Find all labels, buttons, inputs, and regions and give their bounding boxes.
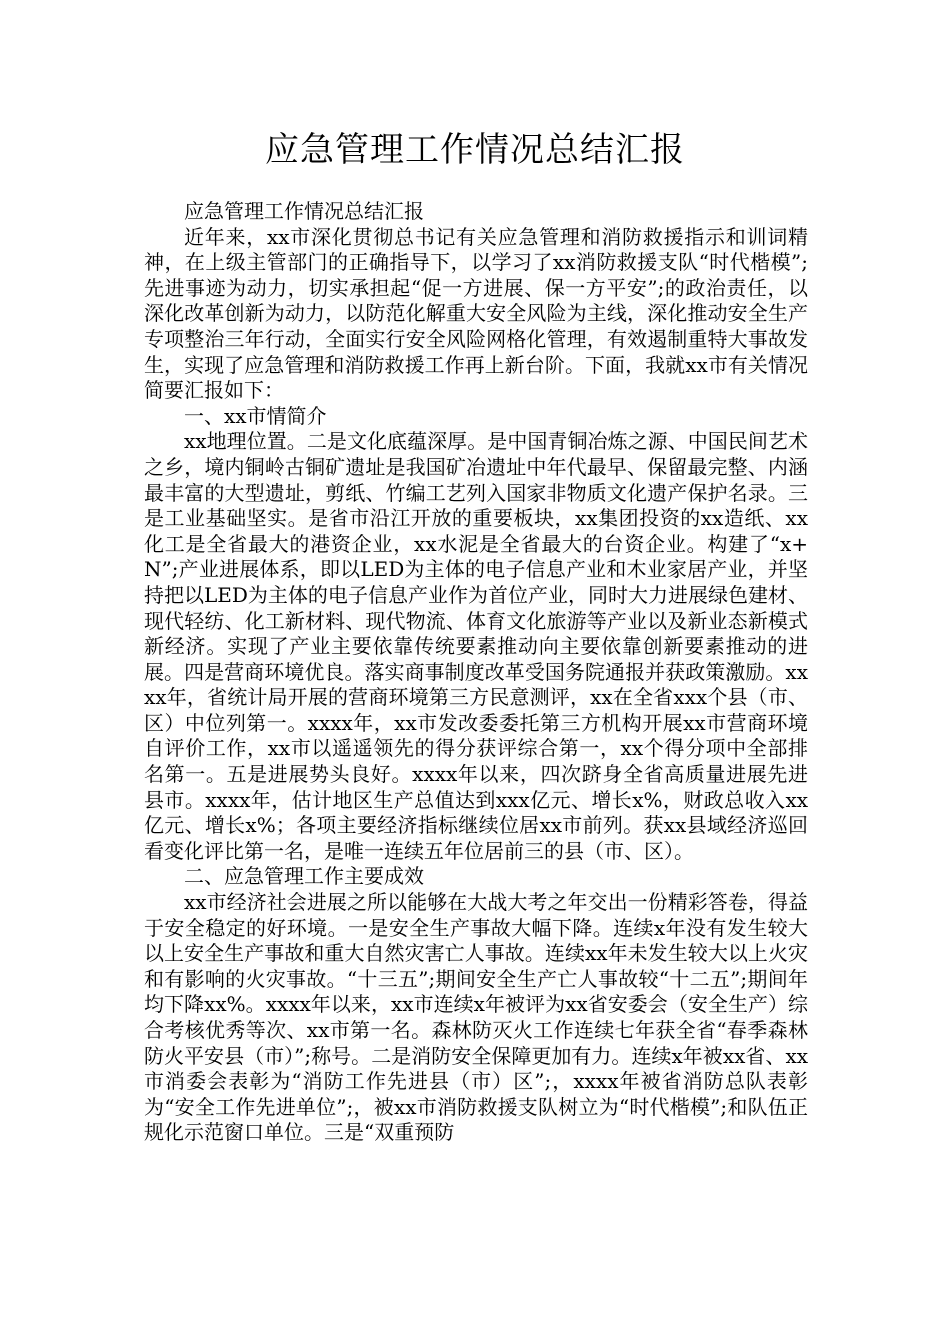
intro-paragraph: 近年来，xx市深化贯彻总书记有关应急管理和消防救援指示和训词精神，在上级主管部门的正确指导下，以学习了xx消防救援支队“时代楷模”;先进事迹为动力，切实承担起“促一方进展、保一方平安”;的政治责任，以深化改革创新为动力，以防范化解重大安全风险为主线，深化推动安全生产专项整治三年行动，全面实行安全风险网格化管理，有效遏制重特大事故发生，实现了应急管理和消防救援工作再上新台阶。下面，我就xx市有关情况简要汇报如下： (144, 224, 808, 403)
achievements-paragraph: xx市经济社会进展之所以能够在大战大考之年交出一份精彩答卷，得益于安全稳定的好环境。一是安全生产事故大幅下降。连续x年没有发生较大以上安全生产事故和重大自然灾害亡人事故。连续xx年未发生较大以上火灾和有影响的火灾事故。“十三五”;期间安全生产亡人事故较“十二五”;期间年均下降xx%。xxxx年以来，xx市连续x年被评为xx省安委会（安全生产）综合考核优秀等次、xx市第一名。森林防灭火工作连续七年获全省“春季森林防火平安县（市）”;称号。二是消防安全保障更加有力。连续x年被xx省、xx市消委会表彰为“消防工作先进县（市）区”;，xxxx年被省消防总队表彰为“安全工作先进单位”;，被xx市消防救援支队树立为“时代楷模”;和队伍正规化示范窗口单位。三是“双重预防 (144, 890, 808, 1145)
city-overview-paragraph: xx地理位置。二是文化底蕴深厚。是中国青铜冶炼之源、中国民间艺术之乡，境内铜岭古铜矿遗址是我国矿冶遗址中年代最早、保留最完整、内涵最丰富的大型遗址，剪纸、竹编工艺列入国家非物质文化遗产保护名录。三是工业基础坚实。是省市沿江开放的重要板块，xx集团投资的xx造纸、xx化工是全省最大的港资企业，xx水泥是全省最大的台资企业。构建了“x+N”;产业进展体系，即以LED为主体的电子信息产业和木业家居产业，并坚持把以LED为主体的电子信息产业作为首位产业，同时大力进展绿色建材、现代轻纺、化工新材料、现代物流、体育文化旅游等产业以及新业态新模式新经济。实现了产业主要依靠传统要素推动向主要依靠创新要素推动的进展。四是营商环境优良。落实商事制度改革受国务院通报并获政策激励。xxxx年，省统计局开展的营商环境第三方民意测评，xx在全省xxx个县（市、区）中位列第一。xxxx年，xx市发改委委托第三方机构开展xx市营商环境自评价工作，xx市以遥遥领先的得分获评综合第一，xx个得分项中全部排名第一。五是进展势头良好。xxxx年以来，四次跻身全省高质量进展先进县市。xxxx年，估计地区生产总值达到xxx亿元、增长x%，财政总收入xx亿元、增长x%；各项主要经济指标继续位居xx市前列。获xx县域经济巡回看变化评比第一名，是唯一连续五年位居前三的县（市、区）。 (144, 429, 808, 863)
document-title: 应急管理工作情况总结汇报 (265, 130, 685, 170)
section-heading-2: 二、应急管理工作主要成效 (184, 864, 424, 889)
subtitle-paragraph: 应急管理工作情况总结汇报 (184, 199, 424, 223)
section-heading-1: 一、xx市情简介 (184, 403, 327, 428)
document-body (144, 199, 808, 1146)
